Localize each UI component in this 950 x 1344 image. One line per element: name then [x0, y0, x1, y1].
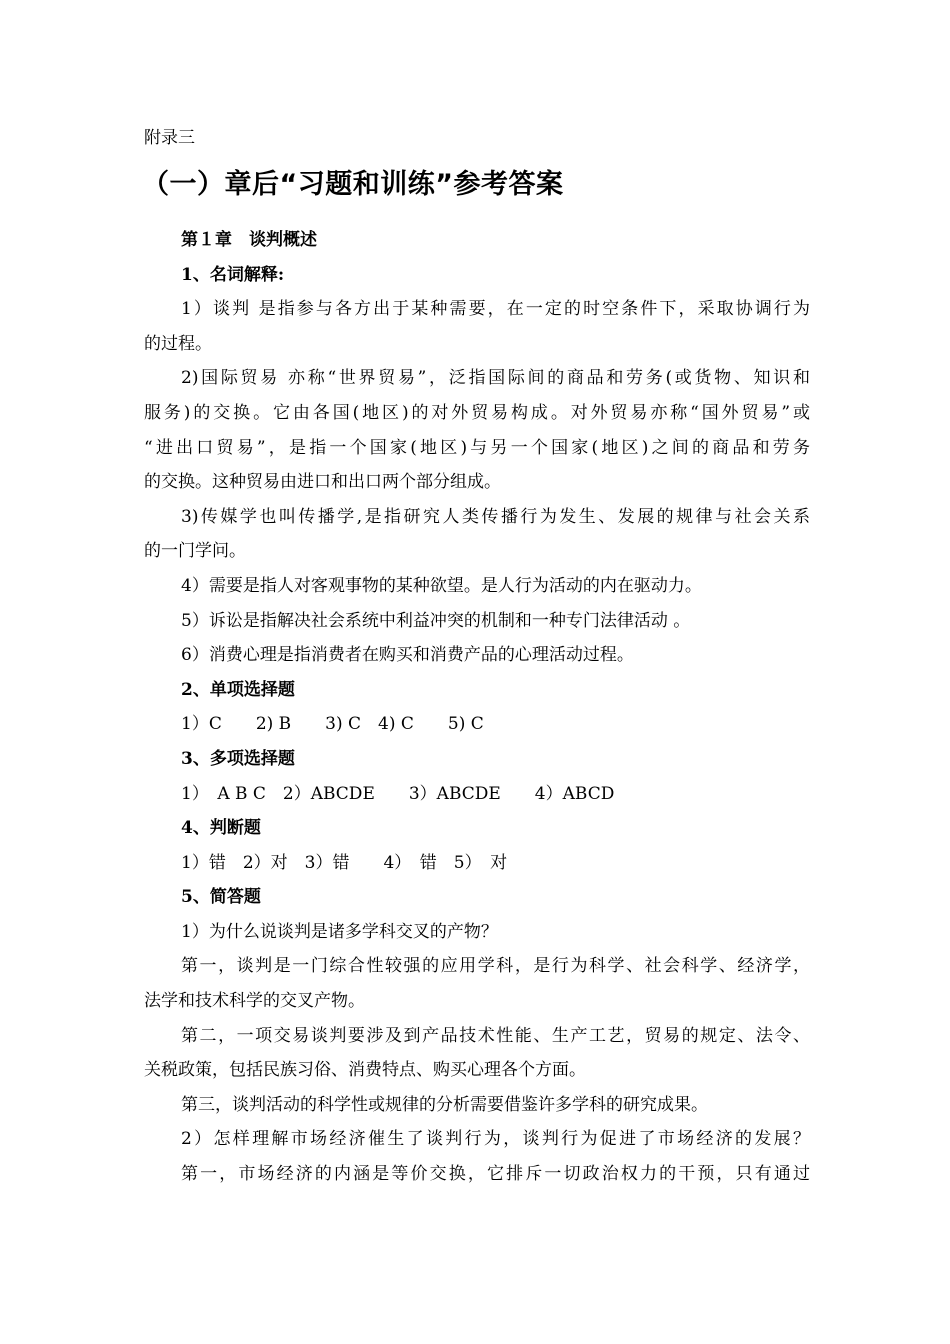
paragraph-line: 第二，一项交易谈判要涉及到产品技术性能、生产工艺，贸易的规定、法令、: [181, 1025, 810, 1046]
paragraph-line: 4）需要是指人对客观事物的某种欲望。是人行为活动的内在驱动力。: [181, 575, 702, 596]
paragraph-line: 3)传媒学也叫传播学,是指研究人类传播行为发生、发展的规律与社会关系: [181, 506, 810, 527]
paragraph-line: 的交换。这种贸易由进口和出口两个部分组成。: [144, 472, 501, 493]
paragraph-line: 第三，谈判活动的科学性或规律的分析需要借鉴许多学科的研究成果。: [181, 1094, 708, 1115]
paragraph-line: 法学和技术科学的交叉产物。: [144, 991, 365, 1012]
appendix-label: 附录三: [144, 128, 195, 148]
paragraph-line: 关税政策，包括民族习俗、消费特点、购买心理各个方面。: [144, 1060, 586, 1081]
section-heading: 4、判断题: [181, 818, 261, 839]
paragraph-line: 第一，市场经济的内涵是等价交换，它排斥一切政治权力的干预，只有通过: [181, 1164, 810, 1185]
section-heading: 2、单项选择题: [181, 679, 295, 700]
section-heading: 5、简答题: [181, 887, 261, 908]
paragraph-line: 的过程。: [144, 333, 212, 354]
answer-line: 1）错 2）对 3）错 4） 错 5） 对: [181, 852, 508, 873]
page-title: （一）章后“习题和训练”参考答案: [142, 169, 564, 200]
document-body: [144, 223, 810, 1192]
paragraph-line: 2)国际贸易 亦称“世界贸易”，泛指国际间的商品和劳务(或货物、知识和: [181, 368, 810, 389]
paragraph-line: “进出口贸易”，是指一个国家(地区)与另一个国家(地区)之间的商品和劳务: [144, 437, 810, 458]
paragraph-line: 服务)的交换。它由各国(地区)的对外贸易构成。对外贸易亦称“国外贸易”或: [144, 402, 810, 423]
paragraph-line: 6）消费心理是指消费者在购买和消费产品的心理活动过程。: [181, 645, 634, 666]
section-heading: 3、多项选择题: [181, 748, 295, 769]
answer-line: 1） A B C 2）ABCDE 3）ABCDE 4）ABCD: [181, 783, 615, 804]
question-line: 1）为什么说谈判是诸多学科交叉的产物？: [181, 921, 498, 942]
question-line: 2）怎样理解市场经济催生了谈判行为，谈判行为促进了市场经济的发展？: [181, 1129, 810, 1150]
paragraph-line: 第一，谈判是一门综合性较强的应用学科，是行为科学、社会科学、经济学，: [181, 956, 810, 977]
paragraph-line: 1）谈判 是指参与各方出于某种需要，在一定的时空条件下，采取协调行为: [181, 299, 810, 320]
chapter-heading: 第１章 谈判概述: [181, 230, 317, 250]
answer-line: 1）C 2) B 3) C 4) C 5) C: [181, 714, 484, 735]
paragraph-line: 的一门学问。: [144, 541, 246, 562]
paragraph-line: 5）诉讼是指解决社会系统中利益冲突的机制和一种专门法律活动 。: [181, 610, 691, 631]
section-heading: 1、名词解释:: [181, 264, 285, 285]
